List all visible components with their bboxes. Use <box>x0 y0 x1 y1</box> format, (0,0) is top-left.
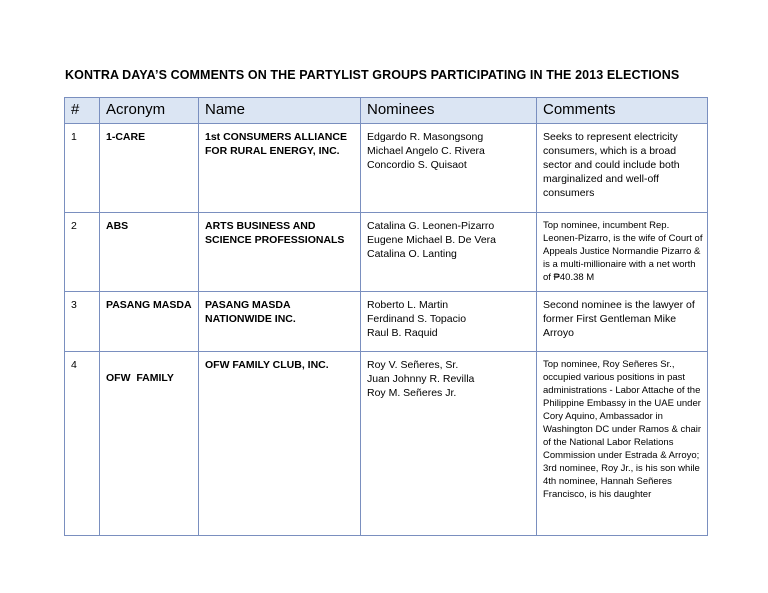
row-number: 2 <box>65 213 100 292</box>
row-acronym: ABS <box>100 213 199 292</box>
row-nominees <box>361 213 537 292</box>
row-nominees <box>361 352 537 536</box>
header-name: Name <box>199 98 361 124</box>
header-comments: Comments <box>537 98 708 124</box>
nominee: Concordio S. Quisaot <box>367 159 467 171</box>
table-row <box>65 352 708 536</box>
nominee: Catalina O. Lanting <box>367 248 457 260</box>
header-row <box>65 98 708 124</box>
row-nominees <box>361 124 537 213</box>
row-nominees <box>361 292 537 352</box>
row-comment: Top nominee, Roy Señeres Sr., occupied various positions in past administrations - Labor Attache of the Philippine Embassy in the UAE under Cory Aquino, Ambassador in Washington DC under Ramos & chair of the National Labor Relations Commission under Estrada & Arroyo; 3rd nominee, Roy Jr., is his son while 4th nominee, Hannah Señeres Francisco, is his daughter <box>537 352 708 536</box>
nominee: Roy V. Señeres, Sr. <box>367 359 459 371</box>
nominee: Roy M. Señeres Jr. <box>367 387 457 399</box>
row-name: ARTS BUSINESS AND SCIENCE PROFESSIONALS <box>199 213 361 292</box>
partylist-table <box>64 97 708 536</box>
row-acronym: 1-CARE <box>100 124 199 213</box>
row-number: 3 <box>65 292 100 352</box>
header-acronym: Acronym <box>100 98 199 124</box>
row-acronym: PASANG MASDA <box>100 292 199 352</box>
row-comment: Top nominee, incumbent Rep. Leonen-Pizarro, is the wife of Court of Appeals Justice Normandie Pizarro & is a multi-millionaire with a net worth of ₱40.38 M <box>537 213 708 292</box>
nominee: Edgardo R. Masongsong <box>367 131 484 143</box>
row-number: 1 <box>65 124 100 213</box>
header-nominees: Nominees <box>361 98 537 124</box>
nominee: Eugene Michael B. De Vera <box>367 234 496 246</box>
row-name: PASANG MASDA NATIONWIDE INC. <box>199 292 361 352</box>
table-row <box>65 124 708 213</box>
document-title: KONTRA DAYA’S COMMENTS ON THE PARTYLIST GROUPS PARTICIPATING IN THE 2013 ELECTIONS <box>65 68 680 82</box>
table-row <box>65 292 708 352</box>
row-acronym: OFW FAMILY <box>100 352 199 536</box>
row-comment: Seeks to represent electricity consumers, which is a broad sector and could include both marginalized and well-off consumers <box>537 124 708 213</box>
table-row <box>65 213 708 292</box>
row-name: 1st CONSUMERS ALLIANCE FOR RURAL ENERGY, INC. <box>199 124 361 213</box>
header-num: # <box>65 98 100 124</box>
nominee: Michael Angelo C. Rivera <box>367 145 485 157</box>
row-comment: Second nominee is the lawyer of former First Gentleman Mike Arroyo <box>537 292 708 352</box>
row-name: OFW FAMILY CLUB, INC. <box>199 352 361 536</box>
nominee: Roberto L. Martin <box>367 299 449 311</box>
nominee: Ferdinand S. Topacio <box>367 313 467 325</box>
nominee: Catalina G. Leonen-Pizarro <box>367 220 495 232</box>
row-number: 4 <box>65 352 100 536</box>
nominee: Raul B. Raquid <box>367 327 438 339</box>
nominee: Juan Johnny R. Revilla <box>367 373 475 385</box>
